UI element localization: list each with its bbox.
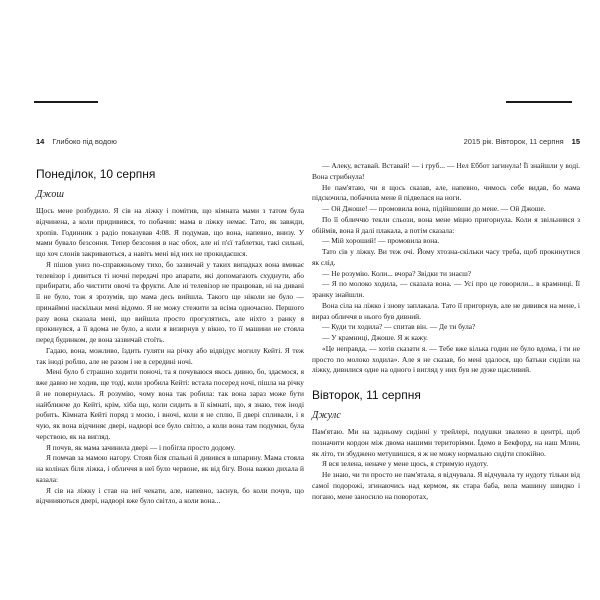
paragraph: Вона сіла на ліжко і знову заплакала. Тато її пригорнув, але не дивився на мене, і вираз обличчя в нього був дивний. — [312, 300, 580, 321]
paragraph: Я почув, як мама зачинила двері — і побігла просто додому. — [46, 442, 236, 452]
paragraph: — Мій хороший! — промовила вона. — [322, 236, 440, 246]
paragraph: Не пам'ятаю, чи я щось сказав, але, напевно, чимось себе видав, бо мама підскочила, побачила мене й підвелася на ноги. — [312, 182, 580, 203]
paragraph: — У крамниці, Джоше. Я ж кажу. — [322, 333, 428, 342]
paragraph: Я пішов униз по-справжньому тихо, бо зазвичай у таких випадках вона вмикає телевізор і дивиться ті ночні передачі про апарати, які допомагають схуднути, або прибирати, або чистити овочі та фрукти. Але ні телевізор не працював, ні на дивані її не було, тож я зрозумів, що мама десь вийшла. Такого ще ніколи не було — принаймні наскільки мені відомо. Я не можу стежити за всіма одночасно. Першого разу вона сказала мені, що вийшла просто прогулятись, але ніхто з ранку я прокинувся, а її вдома не було, а коли я визирнув у вікно, то її машини не стояла перед будинком, де вона зазвичай стоїть. — [36, 259, 304, 344]
top-rule-left — [34, 101, 98, 103]
paragraph: — Алеку, вставай. Вставай! — і груб... — Нел Еббот загинула! Її знайшли у воді. Вона стрибнула! — [312, 161, 580, 181]
page-number: 14 — [36, 137, 45, 146]
paragraph: Тато сів у ліжку. Ви теж очі. Йому хтозна-скільки часу треба, щоб прокинутися як слід. — [312, 247, 580, 267]
narrator-name: Джош — [36, 189, 64, 200]
paragraph: — Ой Джоше! — промовила вона, підійшовши до мене. — Ой Джоше. — [322, 204, 546, 213]
paragraph: — Я по молоко ходила, — сказала вона. — Усі про це говорили... в крамниці. Її зранку знайшли. — [312, 279, 580, 299]
page-number: 15 — [571, 137, 580, 146]
left-page — [36, 137, 304, 507]
paragraph: — Не розумію. Коли... вчора? Звідки ти знаєш? — [322, 268, 472, 278]
book-title: Глибоко під водою — [52, 137, 117, 146]
left-running-header — [36, 137, 304, 149]
paragraph: — Куди ти ходила? — спитав він. — Де ти була? — [322, 322, 476, 332]
paragraph: По її обличчю текли сльози, вона мене міцно пригорнула. Коли я звільнився з обіймів, вона й далі плакала, а потім сказала: — [312, 214, 580, 235]
right-running-header — [312, 137, 580, 149]
chapter-title: Вівторок, 11 серпня — [312, 388, 421, 402]
right-page — [312, 137, 580, 502]
paragraph: Щось мене розбудило. Я сів на ліжку і помітив, що кімната мами з татом була відчинена, а коли придивився, то побачив: мама в ліжку немає. Тато, як завжди, хропів. Годинник з радіо показував 4:08. Я подумав, що вона, напевно, внизу. У мами бувало безсоння. Тепер безсоння в нас обох, але ні п'єї таблетки, такі сильні, що хоч слонів закриваються, а навіть мені від них не прокидаєшся. — [36, 206, 304, 258]
paragraph: «Це неправда, — хотів сказати я. — Тебе вже кілька годин не було вдома, і ти не просто по молоко ходила». Але я не сказав, бо мені здалося, що батьки сиділи на ліжку, дивилися одне на одного і вигляд у них був не дуже щасливий. — [312, 343, 580, 375]
paragraph: Я помчав за мамою нагору. Стояв біля спальні й дивився в шпарину. Мама стояла на колінах біля ліжка, і обличчя в неї було червоне, як від бігу. Вона важко дихала й казала: — [36, 453, 304, 484]
paragraph: Я вся зелена, неначе у мене щось, я стримую нудоту. — [322, 459, 489, 469]
paragraph: Пам'ятаю. Ми на задньому сидінні у трейлері, подушки звалено в центрі, щоб позначити кордон між двома нашими територіями. Їдемо в Бекфорд, на наш Млин, як літо, ти збуджено метушишся, я ж не можу нормально сидіти спокійно. — [312, 427, 580, 458]
paragraph: Не знаю, чи ти просто не пам'ятала, я відчувала. Я відчувала ту нудоту тільки від самої подорожі, згинаючись над кермом, як стара баба, вела машину швидко і погано, мене заносило на поворотах, — [312, 470, 580, 501]
running-title: 2015 рік. Вівторок, 11 серпня — [463, 137, 564, 146]
top-rule-right — [506, 101, 572, 103]
paragraph: Гадаю, вона, можливо, їздить гуляти на річку або відвідує могилу Кейті. Я теж так іноді роблю, але не разом і не в середині ночі. — [36, 345, 304, 366]
paragraph: Я сів на ліжку і став на неї чекати, але, напевно, заснув, бо коли почув, що відчиняються двері, надворі вже було світло, а коли вона... — [36, 485, 304, 506]
narrator-name: Джулс — [312, 410, 341, 421]
paragraph: Мені було б страшно ходити поночі, та я почуваюся якось дивно, бо, здаємося, я вже давно не ходив, ще тоді, коли зробила Кейті: встала посеред ночі, пішла на річку й не повернулась. Я розумію, чому вона так робила: так вона зараз може бути найближче до Кейті, крім, хіба що, коли сидить в її кімнаті, що, я знаю, теж іноді робить. Кімната Кейті поряд з моєю, і вночі, коли я не сплю, її двері спливали, і я чую, як вона відчиняє двері, надворі все було світло, а коли вона там подумки, була черствою, як на вигляд. — [36, 367, 304, 441]
chapter-title: Понеділок, 10 серпня — [36, 167, 156, 181]
